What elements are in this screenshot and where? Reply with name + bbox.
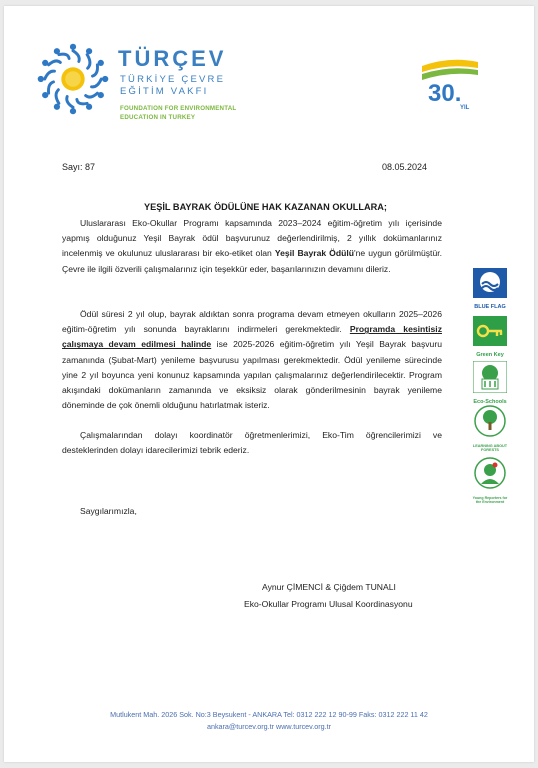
- green-key-label: Green Key: [476, 352, 504, 358]
- blue-flag-icon: [473, 268, 507, 298]
- brand-english-2: EDUCATION IN TURKEY: [120, 114, 196, 121]
- signature-names: Aynur ÇİMENCİ & Çiğdem TUNALI: [262, 582, 396, 592]
- footer-contact: ankara@turcev.org.tr www.turcev.org.tr: [206, 722, 332, 731]
- turcev-sun-logo-icon: [34, 40, 112, 118]
- paragraph-1-text-a: Uluslararası Eko-Okullar Programı kapsamında 2023–2024 eğitim-öğretim yılı içerisinde yapmış olduğunuz Yeşil Bayrak ödül başvurunuz değerlendirilmiş, 2 yıllık dokümanlarınız incelenmiş ve okulunuz uluslararası bir eko-etiket olan: [62, 218, 442, 259]
- anniversary-number: 30.: [428, 80, 462, 107]
- paragraph-1: [62, 216, 442, 277]
- eco-schools-icon: [473, 361, 507, 393]
- young-reporters-icon: [473, 456, 507, 490]
- yre-label: Young Reporters for the Environment: [472, 496, 508, 504]
- leaf-logo: [470, 404, 510, 452]
- leaf-label: LEARNING ABOUT FORESTS: [472, 444, 508, 452]
- signature-title: Eko-Okullar Programı Ulusal Koordinasyonu: [244, 599, 413, 609]
- brand-name: TÜRÇEV: [118, 46, 227, 71]
- eco-schools-logo: [470, 361, 510, 405]
- letter-subject: YEŞİL BAYRAK ÖDÜLÜNE HAK KAZANAN OKULLARA;: [144, 202, 387, 212]
- paragraph-3-text: Çalışmalarından dolayı koordinatör öğretmenlerimizi, Eko-Tim öğrencilerimizi ve desteklerinden dolayı idarecilerimizi tebrik ederiz.: [62, 430, 442, 456]
- paragraph-2-text-a: Ödül süresi 2 yıl olup, bayrak aldıktan sonra programa devam etmeyen okulların 2025–2026 eğitim-öğretim yılı sonunda bayraklarını indirmeleri gerekmektedir.: [62, 309, 442, 335]
- paragraph-1-text-b: 'ne uygun görülmüştür. Çevre ile ilgili özverili çalışmalarınız için teşekkür eder, başarılarınızın devamını dileriz.: [62, 248, 442, 274]
- document-date: 08.05.2024: [382, 162, 428, 172]
- letter-page: [4, 6, 534, 762]
- brand-line-1: TÜRKİYE ÇEVRE: [120, 74, 226, 85]
- paragraph-3: [62, 428, 442, 458]
- brand-english-1: FOUNDATION FOR ENVIRONMENTAL: [120, 105, 237, 112]
- anniversary-label: YIL: [460, 105, 470, 111]
- green-key-logo: [470, 316, 510, 358]
- anniversary-30-logo-icon: [420, 54, 480, 112]
- eco-schools-label: Eco-Schools: [473, 399, 507, 405]
- footer-address: Mutlukent Mah. 2026 Sok. No:3 Beysukent - ANKARA Tel: 0312 222 12 90-99 Faks: 0312 222 11 42: [110, 710, 428, 719]
- closing: [62, 504, 442, 519]
- paragraph-2-emphasis: Programda kesintisiz çalışmaya devam edilmesi halinde: [62, 324, 442, 350]
- brand-line-2: EĞİTİM VAKFI: [120, 86, 209, 97]
- yre-logo: [470, 456, 510, 504]
- document-number: Sayı: 87: [62, 162, 96, 172]
- award-name: Yeşil Bayrak Ödülü: [274, 248, 355, 259]
- paragraph-2: [62, 307, 442, 413]
- paragraph-2-text-b: ise 2025-2026 eğitim-öğretim yılı Yeşil Bayrak başvuru zamanında (Şubat-Mart) yenileme başvurusu yapılması gerekmektedir. Ödül yenileme sürecinde yine 2 yıl boyunca yeni konunuz kapsamında yapılan çalışmalarınız değerlendirilecektir. Program akışındaki dokümanların zamanında ve eksiksiz olarak gönderilmesinin bayrak yenileme döneminde de çok önemli olduğunu hatırlatmak isteriz.: [62, 339, 442, 411]
- tree-icon: [473, 404, 507, 438]
- blue-flag-logo: [470, 268, 510, 310]
- closing-text: Saygılarımızla,: [80, 506, 137, 516]
- blue-flag-label: BLUE FLAG: [474, 304, 506, 310]
- green-key-icon: [473, 316, 507, 346]
